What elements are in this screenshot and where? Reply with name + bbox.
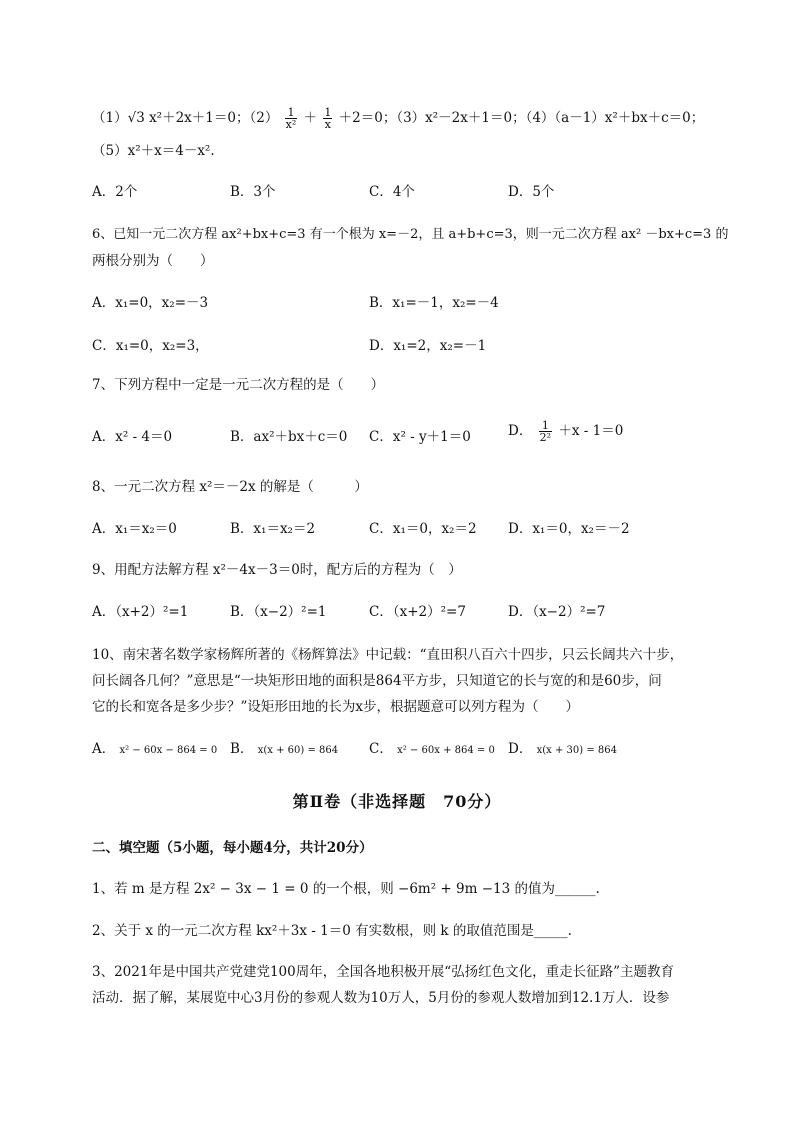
q5-eq-part2: ＋2＝0；（3）x²－2x＋1＝0；（4）（a－1）x²＋bx＋c＝0； [338,110,705,126]
q7-option-b: B．ax²＋bx＋c＝0 [230,429,348,445]
q9-option-c: C．（x+2）²=7 [369,604,466,620]
part2-title: 第Ⅱ卷（非选择题 70分） [292,792,502,811]
q5-equations-line1: （1）√3 x²＋2x＋1＝0；（2） $\frac{1}{\text{x²}}$ ＋ $\frac{1}{x}$ ＋2＝0；（3）x²－2x＋1＝0；（4）（a－1）x²＋bx＋c＝0； [92,106,705,131]
q8-option-a: A．x₁＝x₂＝0 [92,521,177,537]
q10-stem-line3: 它的长和宽各是多少步？”设矩形田地的长为x步，根据题意可以列方程为（ ） [92,699,580,715]
q10-stem-line1: 10、南宋著名数学家杨辉所著的《杨辉算法》中记载：“直田积八百六十四步，只云长阔共六十步， [92,647,684,663]
q9-option-b: B．（x−2）²=1 [230,604,327,620]
q9-option-a: A．（x+2）²=1 [92,604,189,620]
q8-option-d: D．x₁＝0，x₂＝－2 [508,521,630,537]
q7-optd-fraction: $\frac{1}{\text{2²}}$ [539,419,552,444]
fill-section-heading: 二、填空题（5小题，每小题4分，共计20分） [92,840,373,856]
q5-option-a: A．2个 [92,184,138,200]
q7-option-c: C．x² - y＋1＝0 [369,429,471,445]
fill-question-2: 2、关于 x 的一元二次方程 kx²＋3x - 1＝0 有实数根，则 k 的取值范围是_____. [92,923,572,939]
q6-option-d: D．x₁=2，x₂=－1 [369,338,487,354]
q6-option-b: B．x₁=－1，x₂=－4 [369,295,499,311]
q10-stem-line2: 问长阔各几何？”意思是“一块矩形田地的面积是864平方步，只知道它的长与宽的和是60步，问 [92,673,662,689]
q5-option-c: C．4个 [369,184,415,200]
q9-stem: 9、用配方法解方程 x²－4x－3＝0时，配方后的方程为（ ） [92,562,462,578]
q6-option-c: C．x₁=0，x₂=3， [92,338,209,354]
q6-option-a: A．x₁=0，x₂=－3 [92,295,209,311]
q6-stem-line1: 6、已知一元二次方程 ax²+bx+c=3 有一个根为 x=－2，且 a+b+c=3，则一元二次方程 ax² －bx+c=3 的 [92,227,729,242]
q10-option-a: A． x² − 60x − 864 = 0 [92,741,218,757]
q5-eq2-fraction-1: $\frac{1}{\text{x²}}$ [285,106,297,131]
q8-option-c: C．x₁＝0，x₂＝2 [369,521,477,537]
q5-eq2-fraction-2: $\frac{1}{x}$ [324,106,332,131]
q10-option-d: D． x(x + 30) = 864 [508,741,617,757]
q5-option-d: D．5个 [508,184,555,200]
q10-option-c: C． x² − 60x + 864 = 0 [369,741,495,757]
q5-option-b: B．3个 [230,184,276,200]
q5-equations-line2: （5）x²＋x＝4－x². [92,143,215,159]
fill-question-3-line2: 活动．据了解，某展览中心3月份的参观人数为10万人，5月份的参观人数增加到12.1万人．设参 [92,990,670,1006]
q7-option-d: D． $\frac{1}{\text{2²}}$ ＋x - 1＝0 [508,419,624,444]
q7-stem: 7、下列方程中一定是一元二次方程的是（ ） [92,377,385,393]
q8-option-b: B．x₁＝x₂＝2 [230,521,316,537]
q10-option-b: B． x(x + 60) = 864 [230,741,339,757]
q5-eq-part1: （1）√3 x²＋2x＋1＝0；（2） [92,110,279,126]
q9-option-d: D．（x−2）²=7 [508,604,606,620]
fill-question-3-line1: 3、2021年是中国共产党建党100周年，全国各地积极开展“弘扬红色文化，重走长征路”主题教育 [92,964,675,980]
q7-option-a: A．x² - 4＝0 [92,429,173,445]
fill-question-1: 1、若 m 是方程 2x² − 3x − 1 = 0 的一个根，则 −6m² + 9m −13 的值为______. [92,881,600,897]
q6-stem-line2: 两根分别为（ ） [92,253,214,269]
q8-stem: 8、一元二次方程 x²＝－2x 的解是（ ） [92,479,368,495]
